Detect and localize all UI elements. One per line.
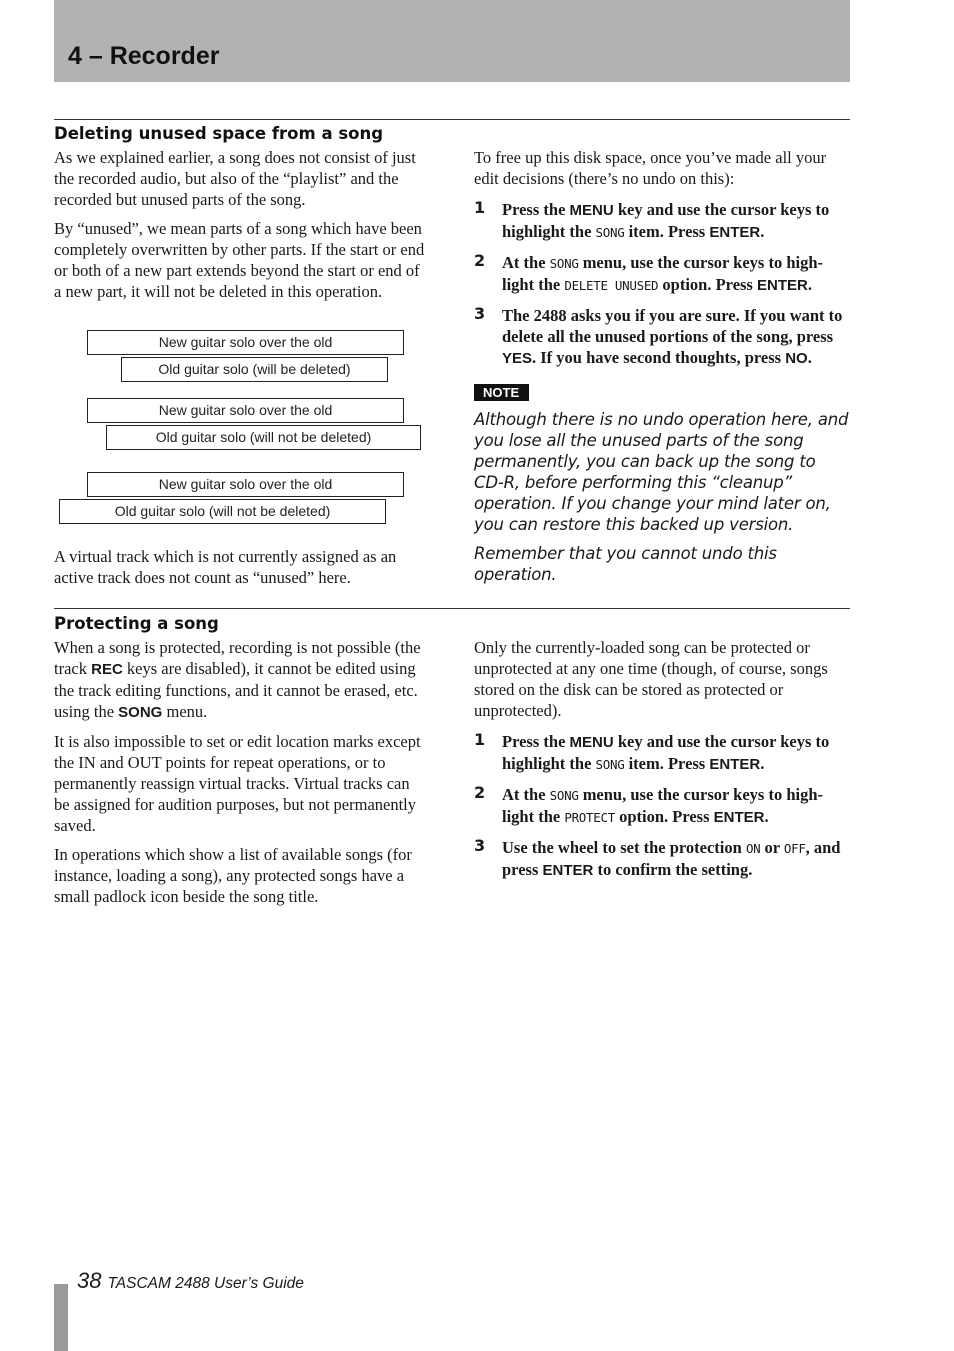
procedure-steps (474, 199, 849, 369)
note-text: Remember that you cannot undo this operation. (474, 544, 777, 584)
display-text: DELETE UNUSED (564, 278, 659, 293)
display-text: OFF (783, 841, 806, 856)
key-label: SONG (118, 704, 163, 721)
section1-left-column (54, 147, 429, 310)
section2-left-column (54, 637, 429, 915)
display-text: PROTECT (564, 810, 615, 825)
key-label: ENTER (713, 809, 765, 826)
paragraph: As we explained earlier, a song does not consist of just the recorded audio, but also of the “playlist” and the recorded but unused parts of the song. (54, 148, 416, 209)
paragraph: By “unused”, we mean parts of a song which have been completely overwritten by other parts. If the start or end or both of a new part extends beyond the start or end of a new part, it will not be deleted in this operation. (54, 219, 425, 301)
guide-title: TASCAM 2488 User’s Guide (107, 1275, 304, 1292)
paragraph: When a song is protected, recording is not possible (the track REC keys are disabled), it cannot be edited using the track editing functions, and it cannot be erased, etc. using the SONG menu. (54, 638, 421, 721)
key-label: YES (502, 350, 533, 367)
step-item: 1 Press the MENU key and use the cursor keys to highlight the SONG item. Press ENTER. (474, 730, 830, 773)
note-badge: NOTE (474, 384, 529, 401)
display-text: SONG (549, 788, 579, 803)
footer-margin-bar (54, 1284, 68, 1351)
step-item: 3 The 2488 asks you if you are sure. If you want to delete all the unused portions of the song, press YES. If you have second thoughts, press NO. (474, 304, 843, 367)
paragraph: Only the currently-loaded song can be protected or unprotected at any one time (though, of course, songs stored on the disk can be stored as protected or unprotected). (474, 638, 828, 720)
diagram-old-part-box: Old guitar solo (will be deleted) (121, 357, 388, 382)
key-label: MENU (569, 734, 614, 751)
step-item: 1 Press the MENU key and use the cursor keys to highlight the SONG item. Press ENTER. (474, 198, 830, 241)
page-number: 38 (77, 1268, 102, 1293)
section2-right-column (474, 637, 849, 890)
key-label: ENTER (709, 756, 761, 773)
display-text: ON (745, 841, 761, 856)
procedure-steps (474, 731, 849, 881)
paragraph: In operations which show a list of available songs (for instance, loading a song), any protected songs have a small padlock icon beside the song title. (54, 845, 412, 906)
section-heading-protecting-song: Protecting a song (54, 614, 219, 633)
paragraph: A virtual track which is not currently assigned as an active track does not count as “unused” here. (54, 547, 397, 587)
step-number: 2 (474, 783, 486, 802)
section1-right-column (474, 147, 849, 593)
key-label: ENTER (709, 224, 761, 241)
display-text: SONG (595, 225, 625, 240)
display-text: SONG (549, 256, 579, 271)
step-item: 3 Use the wheel to set the protection ON or OFF, and press ENTER to confirm the setting. (474, 836, 841, 879)
diagram-new-part-box: New guitar solo over the old (87, 398, 404, 423)
diagram-old-part-box: Old guitar solo (will not be deleted) (59, 499, 386, 524)
key-label: ENTER (542, 862, 594, 879)
section-divider (54, 119, 850, 120)
step-number: 3 (474, 836, 486, 855)
diagram-old-part-box: Old guitar solo (will not be deleted) (106, 425, 421, 450)
section1-left-column-after-diagram (54, 546, 429, 596)
paragraph: To free up this disk space, once you’ve made all your edit decisions (there’s no undo on this): (474, 148, 827, 188)
key-label: NO (785, 350, 808, 367)
step-item: 2 At the SONG menu, use the cursor keys to high-light the PROTECT option. Press ENTER. (474, 783, 824, 826)
section-heading-deleting-unused: Deleting unused space from a song (54, 124, 384, 143)
chapter-title: 4 – Recorder (68, 42, 220, 70)
step-number: 1 (474, 730, 486, 749)
paragraph: It is also impossible to set or edit location marks except the IN and OUT points for repeat operations, or to permanently reassign virtual tracks. Virtual tracks can be assigned for audition purposes, but not permanently saved. (54, 732, 421, 835)
key-label: ENTER (756, 277, 808, 294)
step-number: 1 (474, 198, 486, 217)
note-text: Although there is no undo operation here, and you lose all the unused parts of the song permanently, you can back up the song to CD-R, before performing this “cleanup” operation. If you change your mind later on, you can restore this backed up version. (474, 410, 849, 534)
key-label: REC (91, 661, 123, 678)
step-number: 3 (474, 304, 486, 323)
step-item: 2 At the SONG menu, use the cursor keys to high-light the DELETE UNUSED option. Press ENTER. (474, 251, 824, 294)
diagram-new-part-box: New guitar solo over the old (87, 472, 404, 497)
section-divider (54, 608, 850, 609)
display-text: SONG (595, 757, 625, 772)
page-footer (77, 1268, 304, 1294)
diagram-new-part-box: New guitar solo over the old (87, 330, 404, 355)
key-label: MENU (569, 202, 614, 219)
step-number: 2 (474, 251, 486, 270)
